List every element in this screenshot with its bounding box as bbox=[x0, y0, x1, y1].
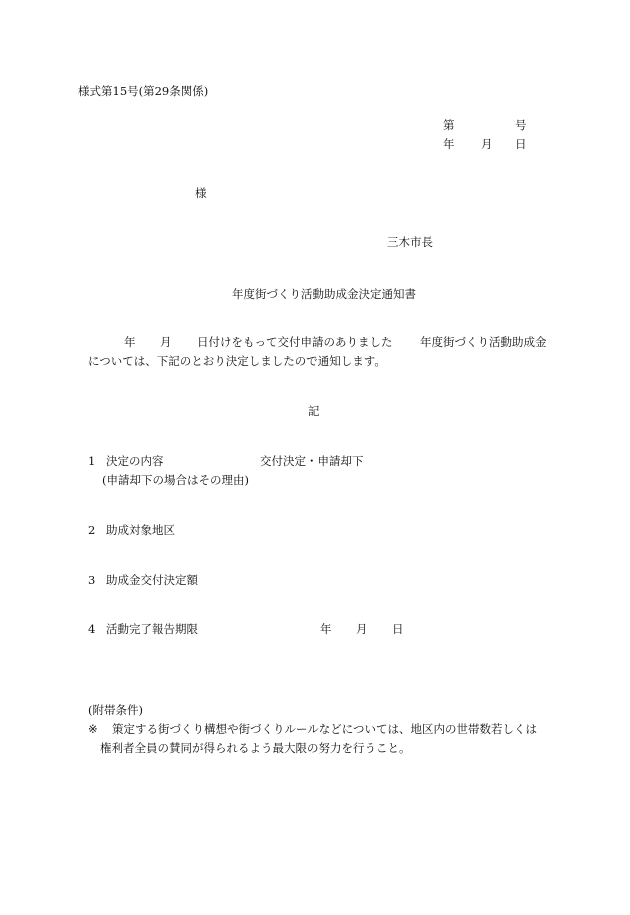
item-1-number: 1 bbox=[88, 454, 96, 468]
item-3-number: 3 bbox=[88, 573, 96, 587]
form-number: 様式第15号(第29条関係) bbox=[78, 84, 209, 98]
ki-heading: 記 bbox=[308, 404, 320, 418]
document-title: 年度街づくり活動助成金決定通知書 bbox=[232, 287, 416, 301]
doc-number-dai: 第 bbox=[443, 118, 455, 132]
body-year: 年 bbox=[124, 335, 136, 349]
body-text2: 年度街づくり活動助成金 bbox=[420, 335, 547, 349]
item-4-month: 月 bbox=[356, 622, 368, 636]
item-3-label: 助成金交付決定額 bbox=[106, 573, 198, 587]
date-day: 日 bbox=[515, 137, 527, 151]
item-1-label: 決定の内容 bbox=[106, 454, 164, 468]
item-2-number: 2 bbox=[88, 523, 96, 537]
item-1-note: (申請却下の場合はその理由) bbox=[102, 473, 249, 487]
issuer: 三木市長 bbox=[387, 235, 433, 249]
item-4-year: 年 bbox=[320, 622, 332, 636]
item-1-value: 交付決定・申請却下 bbox=[260, 454, 364, 468]
item-4-number: 4 bbox=[88, 622, 96, 636]
doc-number-go: 号 bbox=[515, 118, 527, 132]
item-4-day: 日 bbox=[392, 622, 404, 636]
conditions-heading: (附帯条件) bbox=[88, 703, 143, 717]
date-year: 年 bbox=[443, 137, 455, 151]
date-month: 月 bbox=[481, 137, 493, 151]
body-month: 月 bbox=[160, 335, 172, 349]
item-2-label: 助成対象地区 bbox=[106, 523, 175, 537]
addressee-suffix: 様 bbox=[195, 186, 207, 200]
body-text1: 日付けをもって交付申請のありました bbox=[197, 335, 393, 349]
conditions-mark: ※ bbox=[88, 722, 98, 736]
body-line2: については、下記のとおり決定しましたので通知します。 bbox=[88, 354, 386, 368]
item-4-label: 活動完了報告期限 bbox=[106, 622, 198, 636]
conditions-line1: 策定する街づくり構想や街づくりルールなどについては、地区内の世帯数若しくは bbox=[112, 722, 538, 736]
conditions-line2: 権利者全員の賛同が得られるよう最大限の努力を行うこと。 bbox=[100, 741, 411, 755]
